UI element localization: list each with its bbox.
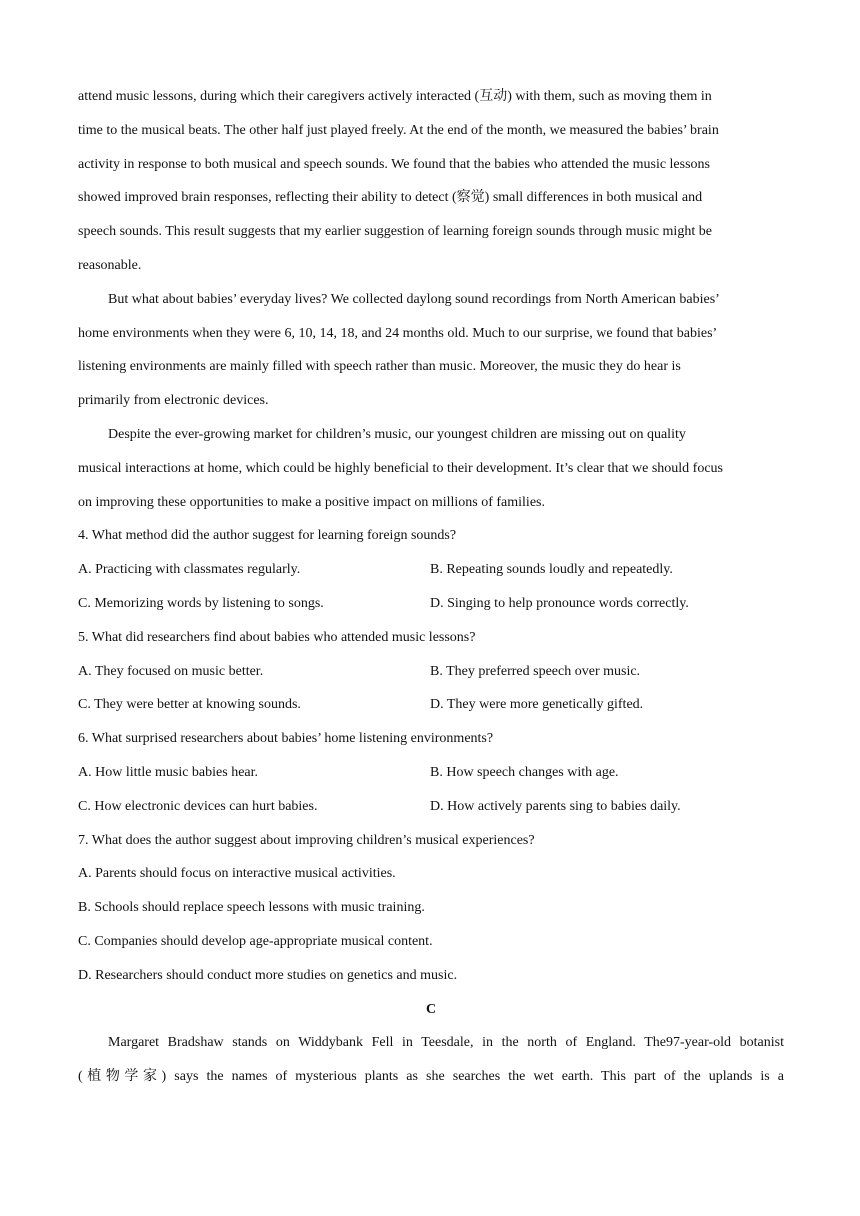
option-row — [78, 756, 784, 790]
text-line: But what about babies’ everyday lives? We collected daylong sound recordings from North American babies’ — [108, 291, 720, 307]
question-stem: 6. What surprised researchers about babies’ home listening environments? — [78, 731, 494, 747]
option-row — [78, 655, 784, 689]
text-line: home environments when they were 6, 10, 14, 18, and 24 months old. Much to our surprise, we found that babies’ — [78, 325, 718, 341]
option-row — [78, 587, 784, 621]
text-line: time to the musical beats. The other half just played freely. At the end of the month, we measured the babies’ brain — [78, 122, 719, 138]
question-6 — [78, 722, 784, 823]
option-c: C. They were better at knowing sounds. — [78, 697, 301, 713]
text-line: on improving these opportunities to make a positive impact on millions of families. — [78, 494, 545, 510]
section-heading: C — [425, 1001, 437, 1017]
text-line: listening environments are mainly filled with speech rather than music. Moreover, the music they do hear is — [78, 359, 681, 375]
option-row — [78, 688, 784, 722]
text-line: speech sounds. This result suggests that my earlier suggestion of learning foreign sounds through music might be — [78, 224, 712, 240]
option-d: D. They were more genetically gifted. — [430, 697, 644, 713]
text-line: showed improved brain responses, reflecting their ability to detect (察觉) small differences in both musical and — [78, 190, 703, 206]
question-5 — [78, 621, 784, 722]
text-line: Margaret Bradshaw stands on Widdybank Fell in Teesdale, in the north of England. The97-year-old botanist — [108, 1035, 784, 1051]
option-row — [78, 790, 784, 824]
text-line: (植物学家) says the names of mysterious plants as she searches the wet earth. This part of the uplands is a — [78, 1069, 784, 1085]
text-line: activity in response to both musical and speech sounds. We found that the babies who attended the music lessons — [78, 156, 710, 172]
option-b: B. They preferred speech over music. — [430, 663, 641, 679]
question-7 — [78, 824, 784, 993]
option-b: B. Schools should replace speech lessons with music training. — [78, 900, 425, 916]
option-a: A. Practicing with classmates regularly. — [78, 562, 301, 578]
question-stem: 4. What method did the author suggest for learning foreign sounds? — [78, 528, 457, 544]
option-c: C. How electronic devices can hurt babies. — [78, 798, 318, 814]
option-d: D. How actively parents sing to babies daily. — [430, 798, 681, 814]
passage-b-paragraph-3 — [78, 418, 784, 519]
text-line: Despite the ever-growing market for children’s music, our youngest children are missing out on quality — [108, 426, 686, 442]
option-c: C. Companies should develop age-appropriate musical content. — [78, 933, 433, 949]
text-line: reasonable. — [78, 257, 142, 273]
option-b: B. Repeating sounds loudly and repeatedly. — [430, 562, 673, 578]
option-a: A. They focused on music better. — [78, 663, 264, 679]
text-line: attend music lessons, during which their caregivers actively interacted (互动) with them, such as moving them in — [78, 89, 712, 104]
option-a: A. How little music babies hear. — [78, 764, 259, 780]
question-stem: 7. What does the author suggest about improving children’s musical experiences? — [78, 832, 535, 848]
passage-b-paragraph-1 — [78, 80, 784, 283]
option-a: A. Parents should focus on interactive musical activities. — [78, 866, 396, 882]
option-d: D. Singing to help pronounce words correctly. — [430, 595, 689, 611]
option-row — [78, 553, 784, 587]
question-stem: 5. What did researchers find about babies who attended music lessons? — [78, 629, 476, 645]
passage-b-paragraph-2 — [78, 283, 784, 418]
question-4 — [78, 519, 784, 620]
passage-c-paragraph-1 — [78, 1026, 784, 1094]
document-page — [78, 80, 784, 1094]
option-b: B. How speech changes with age. — [430, 764, 619, 780]
text-line: musical interactions at home, which could be highly beneficial to their development. It’s clear that we should focus — [78, 460, 723, 476]
option-d: D. Researchers should conduct more studies on genetics and music. — [78, 967, 458, 983]
text-line: primarily from electronic devices. — [78, 393, 269, 409]
option-c: C. Memorizing words by listening to songs. — [78, 595, 324, 611]
